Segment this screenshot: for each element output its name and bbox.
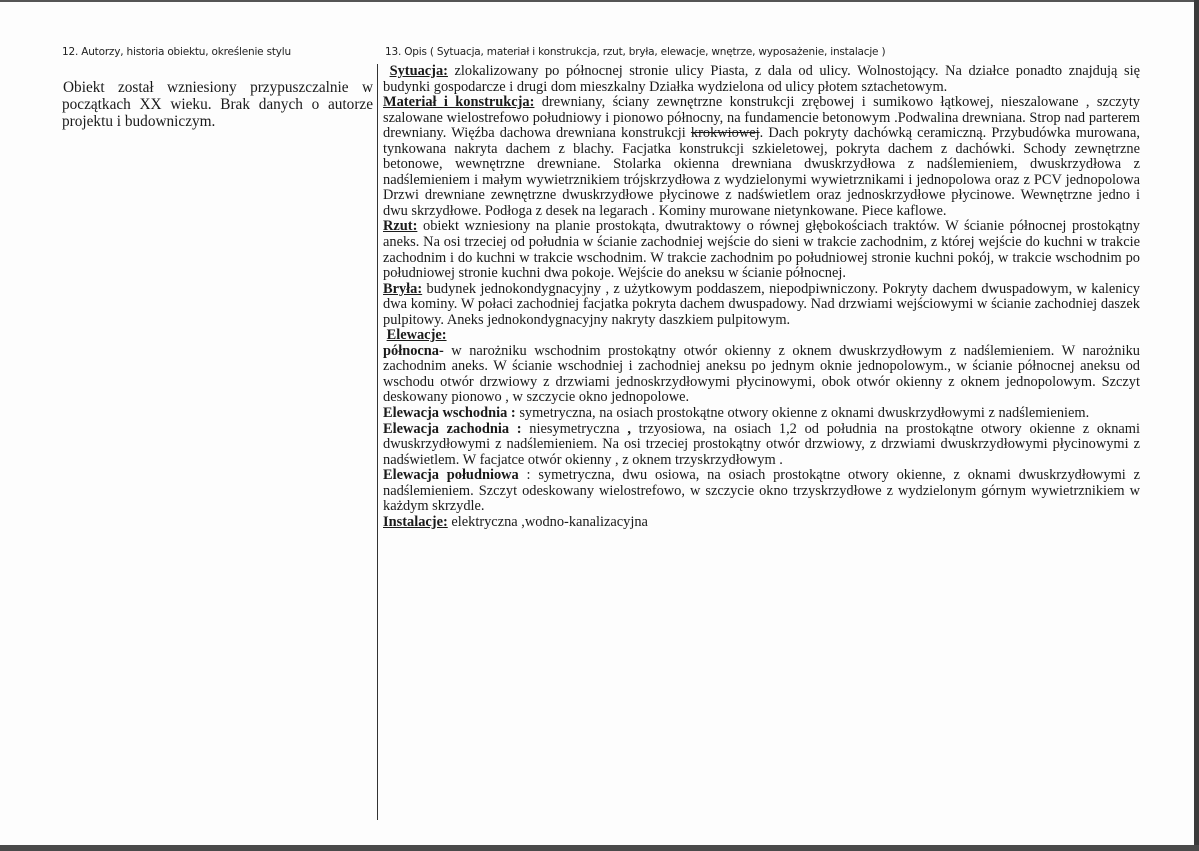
scan-edge-bottom [0,845,1199,851]
label-poludniowa: Elewacja południowa [383,467,519,484]
label-zachodnia: Elewacja zachodnia : [383,420,522,437]
text-polnocna: w narożniku wschodnim prostokątny otwór okienny z oknem dwuskrzydłowym z nadślemieniem. W narożniku zachodnim aneks. W ścianie wschodniej i zachodniej aneksu po jednym oknie jednopolowym., w ścianie północnej aneksu od wschodu otwór drzwiowy z drzwiami jednoskrzydłowymi płycinowymi, obok otwór okienny z oknem jednopolowym. Szczyt deskowany pionowo , w szczycie okno jednopolowe. [383,342,1140,406]
label-sytuacja: Sytuacja: [389,63,448,79]
text-sytuacja: zlokalizowany po północnej stronie ulicy Piasta, z dala od ulicy. Wolnostojący. Na działce ponadto znajdują się budynki gospodarcze i drugi dom mieszkalny Działka wydzielona od ulicy płotem sztachetowym. [383,63,1140,95]
text-wschodnia: symetryczna, na osiach prostokątne otwory okienne z oknami dwuskrzydłowymi z nadślemieniem. [515,405,1090,422]
paragraph-zachodnia [383,422,1140,469]
label-polnocna: północna- [383,342,444,359]
text-poludniowa: : symetryczna, dwu osiowa, na osiach prostokątne otwory okienne, z oknami dwuskrzydłowymi z nadślemieniem. Szczyt odeskowany wielostrefowo, w szczycie okno trzyskrzydłowe z wydzielonym górnym wywietrznikiem w każdym skrzydle. [383,467,1140,515]
column-divider [377,64,378,820]
label-rzut: Rzut: [383,218,418,235]
scan-edge-top [0,0,1199,2]
text-material-after: . Dach pokryty dachówką ceramiczną. Przybudówka murowana, tynkowana nakryta dachem z blachy. Facjatka konstrukcji szkieletowej, pokryta dachem z dachówki. Schody zewnętrzne betonowe, wewnętrzne drewniane. Stolarka okienna drewniana dwuskrzydłowa z nadślemieniem, dwuskrzydłowa z nadślemieniem i małym wywietrznikiem trójskrzydłowa z wydzielonymi wywietrznikami i jednopolowa oraz z PCV jednopolowa Drzwi drewniane zewnętrzne dwuskrzydłowe płycinowe z nadświetlem oraz jednoskrzydłowe płycinowe. Wewnętrzne jedno i dwu skrzydłowe. Podłoga z desek na legarach . Kominy murowane nietynkowane. Piece kaflowe. [383,125,1140,219]
paragraph-bryla [383,282,1140,329]
section-13-body [383,64,1140,530]
paragraph-wschodnia [383,406,1140,422]
bold-comma: , [627,420,631,437]
section-12-header: 12. Autorzy, historia obiektu, określenie stylu [62,46,291,58]
label-bryla: Bryła: [383,280,423,297]
text-zachodnia-a: niesymetryczna [521,420,628,437]
text-rzut: obiekt wzniesiony na planie prostokąta, dwutraktowy o równej głębokościach traktów. W ścianie północnej prostokątny aneks. Na osi trzeciej od południa w ścianie zachodniej wejście do sieni w trakcie zachodnim, z której wejście do kuchni w trakcie zachodnim i do kuchni w trakcie wschodnim. W trakcie zachodnim po południowej stronie kuchni pokój, w trakcie wschodnim po południowej stronie kuchni dwa pokoje. Wejście do aneksu w ścianie północnej. [383,218,1140,282]
section-13-header: 13. Opis ( Sytuacja, materiał i konstrukcja, rzut, bryła, elewacje, wnętrze, wyposażenie, instalacje ) [385,46,886,58]
paragraph-poludniowa [383,468,1140,515]
paragraph-polnocna [383,344,1140,406]
struck-text: krokwiowej [690,125,760,142]
paragraph-material [383,95,1140,219]
paragraph-sytuacja [383,64,1140,95]
paragraph-elewacje [383,328,1140,344]
label-wschodnia: Elewacja wschodnia : [383,405,516,422]
paragraph-instalacje [383,515,1140,531]
label-instalacje: Instalacje: [383,513,448,530]
text-bryla: budynek jednokondygnacyjny , z użytkowym poddaszem, niepodpiwniczony. Pokryty dachem dwuspadowym, w kalenicy dwa kominy. W połaci zachodniej facjatka pokryta dachem dwuspadowy. Nad drzwiami wejściowymi w ścianie zachodniej daszek pulpitowy. Aneks jednokondygnacyjny nakryty daszkiem pulpitowym. [383,280,1140,328]
label-material: Materiał i konstrukcja: [383,94,535,111]
text-material-before: drewniany, ściany zewnętrzne konstrukcji zrębowej i sumikowo łątkowej, nieszalowane , szczyty szalowane wielostrefowo południowy i pionowo północny, na fundamencie betonowym .Podwalina drewniana. Strop nad parterem drewniany. Więźba dachowa drewniana konstrukcji [383,94,1141,142]
section-12-text: Obiekt został wzniesiony przypuszczalnie w początkach XX wieku. Brak danych o autorze projektu i budowniczym. [62,79,373,130]
text-instalacje: elektryczna ,wodno-kanalizacyjna [447,513,648,530]
scan-edge-right [1194,0,1199,851]
text-zachodnia: trzyosiowa, na osiach 1,2 od południa na prostokątne otwory okienne z oknami dwuskrzydłowymi z nadślemieniem. Na osi trzeciej prostokątny otwór drzwiowy, z drzwiami dwuskrzydłowymi płycinowymi z nadświetlem. W facjatce otwór okienny , z oknem trzyskrzydłowym . [383,420,1140,468]
label-elewacje: Elewacje: [386,327,447,344]
paragraph-rzut [383,219,1140,281]
